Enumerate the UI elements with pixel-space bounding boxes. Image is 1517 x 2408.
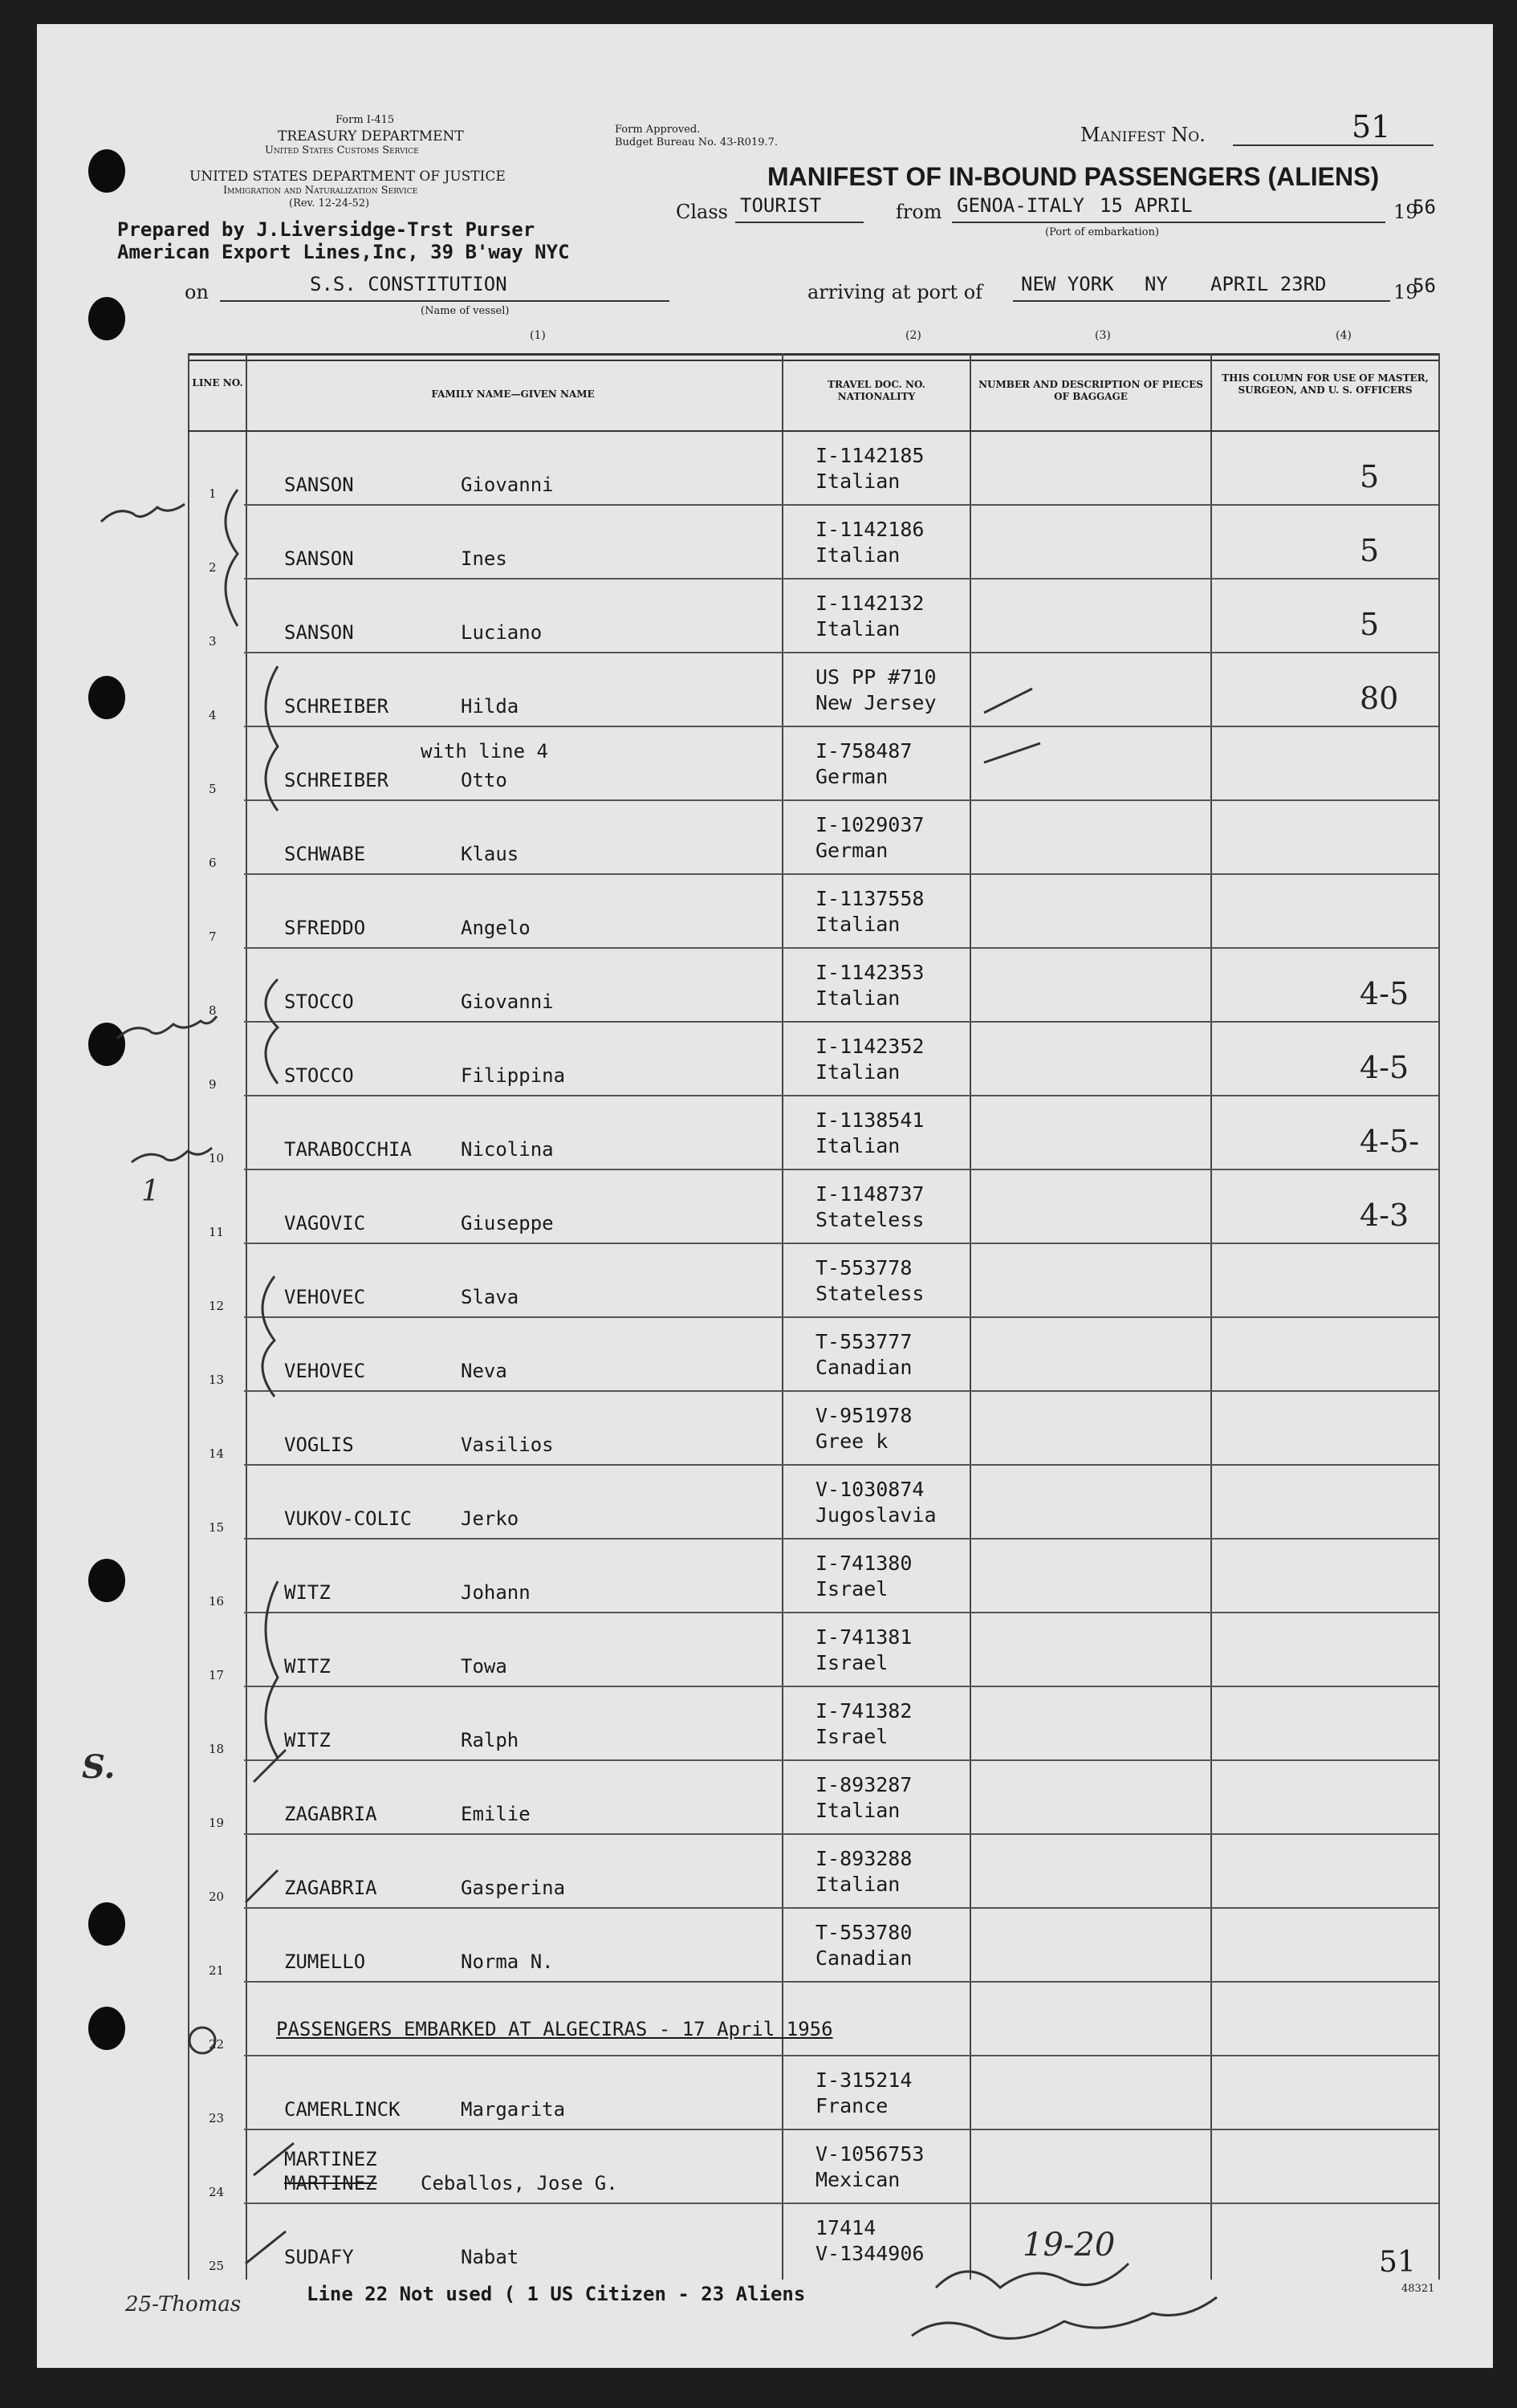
nationality: Mexican [815,2168,901,2191]
travel-doc-number: I-758487 [815,739,913,763]
travel-doc-number: I-1138541 [815,1108,925,1132]
given-name: Emilie [461,1803,531,1825]
header-name: FAMILY NAME—GIVEN NAME [431,388,595,400]
margin-1-annotation: 1 [141,1175,160,1208]
nationality: Stateless [815,1208,925,1231]
given-name: Klaus [461,843,519,865]
given-name: Margarita [461,2098,566,2121]
nationality: German [815,765,889,788]
line-number: 4 [209,708,217,722]
travel-doc-number: I-1029037 [815,813,925,836]
given-name: Johann [461,1581,531,1604]
officer-mark: 4-5 [1360,976,1409,1011]
year-2: 56 [1413,275,1436,297]
given-name: Norma N. [461,1950,554,1973]
diagonal-mark [254,1750,286,1782]
on-label: on [185,281,209,303]
budget-bureau: Budget Bureau No. 43-R019.7. [615,136,779,148]
header-use: THIS COLUMN FOR USE OF MASTER, SURGEON, AND U. S. OFFICERS [1222,372,1429,396]
family-name: SFREDDO [284,917,366,939]
from-port: GENOA-ITALY [957,194,1084,217]
line-number: 11 [209,1225,225,1239]
family-bracket [266,979,278,1084]
form-approved: Form Approved. [615,124,701,136]
diagonal-mark [246,1870,278,1902]
given-name: Giovanni [461,474,554,496]
given-name: Otto [461,769,507,791]
vessel-caption: (Name of vessel) [421,305,510,317]
form-number: Form I-415 [336,114,395,126]
family-name: STOCCO [284,990,354,1013]
officer-mark: 80 [1360,681,1399,716]
nationality: Italian [815,617,901,641]
travel-doc-number: I-1137558 [815,887,925,910]
arriving-state: NY [1145,273,1168,295]
family-name: ZUMELLO [284,1950,366,1973]
family-name: MARTINEZ [284,2172,377,2194]
line-number: 14 [209,1446,225,1461]
manifest-title: MANIFEST OF IN-BOUND PASSENGERS (ALIENS) [767,162,1380,191]
line-number: 20 [209,1889,225,1904]
nationality: Gree k [815,1430,889,1453]
header-doc: TRAVEL DOC. NO. NATIONALITY [828,379,925,402]
footer-stamp: 48321 [1401,2283,1435,2295]
family-name: SCHWABE [284,843,366,865]
travel-doc-number: I-1142352 [815,1035,925,1058]
nationality: Italian [815,986,901,1010]
line-number: 8 [209,1003,217,1018]
given-name: Filippina [461,1064,566,1087]
nationality: Italian [815,1873,901,1896]
nationality: Israel [815,1725,889,1748]
margin-scribble [132,1148,212,1162]
nationality: Israel [815,1577,889,1601]
row-note: with line 4 [421,740,548,763]
given-name: Nicolina [461,1138,554,1161]
arriving-port: NEW YORK [1021,273,1114,295]
justice-dept: UNITED STATES DEPARTMENT OF JUSTICE [189,169,506,185]
margin-s-annotation: S. [82,1748,116,1786]
manifest-page [37,24,1493,2368]
header-baggage: NUMBER AND DESCRIPTION OF PIECES OF BAGGAGE [978,379,1203,402]
line-number: 15 [209,1520,225,1535]
col-3-number: (3) [1095,329,1111,342]
travel-doc-number: T-553777 [815,1330,913,1353]
officer-mark: 4-5 [1360,1050,1409,1085]
nationality: Israel [815,1651,889,1674]
travel-doc-number: I-893287 [815,1773,913,1796]
customs-service: United States Customs Service [265,144,419,157]
signature-scribble [936,2264,1129,2288]
travel-doc-number: US PP #710 [815,665,937,689]
travel-doc-number: T-553778 [815,1256,913,1279]
given-name: Luciano [461,621,543,644]
family-name: WITZ [284,1729,331,1751]
line-22-circle [189,2028,215,2053]
line-number: 19 [209,1816,225,1830]
arriving-label: arriving at port of [807,281,983,303]
given-name: Hilda [461,695,519,718]
given-name: Gasperina [461,1877,566,1899]
given-name: Vasilios [461,1434,554,1456]
travel-doc-number: V-1056753 [815,2142,925,2166]
officer-mark: 5 [1360,607,1380,642]
nationality: Italian [815,1060,901,1084]
family-name: TARABOCCHIA [284,1138,412,1161]
nationality: V-1344906 [815,2242,925,2265]
given-name: Ralph [461,1729,519,1751]
given-name: Giuseppe [461,1212,554,1235]
class-value: TOURIST [740,194,822,217]
family-bracket [266,1581,278,1758]
margin-scribble [101,504,185,522]
family-name: ZAGABRIA [284,1803,377,1825]
section-heading: PASSENGERS EMBARKED AT ALGECIRAS - 17 April 1956 [276,2018,833,2040]
form-revision: (Rev. 12-24-52) [289,197,370,209]
nationality: Italian [815,1799,901,1822]
prepared-by: Prepared by J.Liversidge-Trst Purser [117,218,535,241]
manifest-number: 51 [1352,109,1391,144]
line-number: 10 [209,1151,225,1165]
ins-service: Immigration and Naturalization Service [223,185,418,197]
officer-mark: 5 [1360,533,1380,568]
margin-scribble [117,1016,217,1039]
signature-scribble [912,2297,1217,2338]
travel-doc-number: I-1142353 [815,961,925,984]
nationality: Canadian [815,1356,913,1379]
family-name: SCHREIBER [284,769,389,791]
family-name: VEHOVEC [284,1286,366,1308]
line-number: 5 [209,782,217,796]
header-line-no: LINE NO. [192,377,243,388]
year-prefix-2: 19 [1393,281,1418,303]
nationality: Italian [815,543,901,567]
line-number: 2 [209,560,217,575]
port-embark-caption: (Port of embarkation) [1045,226,1160,238]
line-number: 12 [209,1299,225,1313]
footer-summary: Line 22 Not used ( 1 US Citizen - 23 Aliens [307,2283,806,2305]
line-number: 21 [209,1963,225,1978]
travel-doc-number: I-741380 [815,1552,913,1575]
from-date: 15 APRIL [1100,194,1193,217]
handwriting-layer [37,24,1493,2368]
nationality: France [815,2094,889,2117]
travel-doc-number: I-741382 [815,1699,913,1723]
family-name: SCHREIBER [284,695,389,718]
shipping-agent: American Export Lines,Inc, 39 B'way NYC [117,241,570,263]
class-label: Class [676,201,728,223]
line-number: 22 [209,2037,225,2052]
manifest-label: Manifest No. [1080,124,1206,146]
line-number: 1 [209,486,217,501]
nationality: New Jersey [815,691,937,714]
nationality: German [815,839,889,862]
nationality: Canadian [815,1946,913,1970]
travel-doc-number: 17414 [815,2216,876,2239]
year-1: 56 [1413,196,1436,218]
family-name: VAGOVIC [284,1212,366,1235]
travel-doc-number: I-1142186 [815,518,925,541]
travel-doc-number: I-1142132 [815,592,925,615]
family-name: CAMERLINCK [284,2098,401,2121]
given-name: Ines [461,547,507,570]
given-name: Neva [461,1360,507,1382]
line-number: 24 [209,2185,225,2199]
family-name-upper: MARTINEZ [284,2148,377,2170]
nationality: Stateless [815,1282,925,1305]
family-name: VUKOV-COLIC [284,1507,412,1530]
line-number: 17 [209,1668,225,1682]
nationality: Italian [815,1134,901,1157]
line-number: 23 [209,2111,225,2125]
travel-doc-number: I-1142185 [815,444,925,467]
nationality: Jugoslavia [815,1503,937,1527]
line-number: 7 [209,929,217,944]
travel-doc-number: I-741381 [815,1625,913,1649]
family-bracket [266,666,278,811]
travel-doc-number: I-1148737 [815,1182,925,1206]
family-name: STOCCO [284,1064,354,1087]
given-name: Angelo [461,917,531,939]
family-bracket [226,490,238,626]
given-name: Nabat [461,2246,519,2268]
given-name: Towa [461,1655,507,1678]
line-number: 13 [209,1373,225,1387]
line-number: 9 [209,1077,217,1092]
line-number: 25 [209,2259,225,2273]
diagonal-mark [254,2143,294,2175]
footer-hand-total: 19-20 [1023,2227,1116,2264]
col-1-number: (1) [530,329,546,342]
tick-mark [984,743,1040,763]
officer-mark: 4-3 [1360,1198,1409,1233]
col-4-number: (4) [1336,329,1352,342]
officer-mark: 5 [1360,459,1380,494]
given-name: Giovanni [461,990,554,1013]
officer-mark: 4-5- [1360,1124,1420,1159]
col-2-number: (2) [905,329,921,342]
travel-doc-number: I-315214 [815,2068,913,2092]
treasury-dept: TREASURY DEPARTMENT [278,128,464,144]
year-prefix-1: 19 [1393,201,1418,223]
family-name: SANSON [284,547,354,570]
family-name: VOGLIS [284,1434,354,1456]
arriving-date: APRIL 23RD [1210,273,1327,295]
diagonal-mark [246,2231,286,2264]
line-number: 6 [209,856,217,870]
travel-doc-number: V-1030874 [815,1478,925,1501]
footer-left-note: 25-Thomas [125,2292,242,2316]
line-number: 16 [209,1594,225,1609]
vessel-name: S.S. CONSTITUTION [310,273,507,295]
footer-page-number: 51 [1379,2246,1416,2279]
family-name: SUDAFY [284,2246,354,2268]
family-name: WITZ [284,1581,331,1604]
tick-mark [984,689,1032,713]
nationality: Italian [815,470,901,493]
family-name: SANSON [284,474,354,496]
given-name: Slava [461,1286,519,1308]
family-bracket [262,1276,275,1397]
from-label: from [896,201,942,223]
given-name: Ceballos, Jose G. [421,2172,618,2194]
given-name: Jerko [461,1507,519,1530]
nationality: Italian [815,913,901,936]
line-number: 18 [209,1742,225,1756]
family-name: WITZ [284,1655,331,1678]
travel-doc-number: V-951978 [815,1404,913,1427]
line-number: 3 [209,634,217,649]
family-name: ZAGABRIA [284,1877,377,1899]
travel-doc-number: I-893288 [815,1847,913,1870]
travel-doc-number: T-553780 [815,1921,913,1944]
family-name: SANSON [284,621,354,644]
family-name: VEHOVEC [284,1360,366,1382]
